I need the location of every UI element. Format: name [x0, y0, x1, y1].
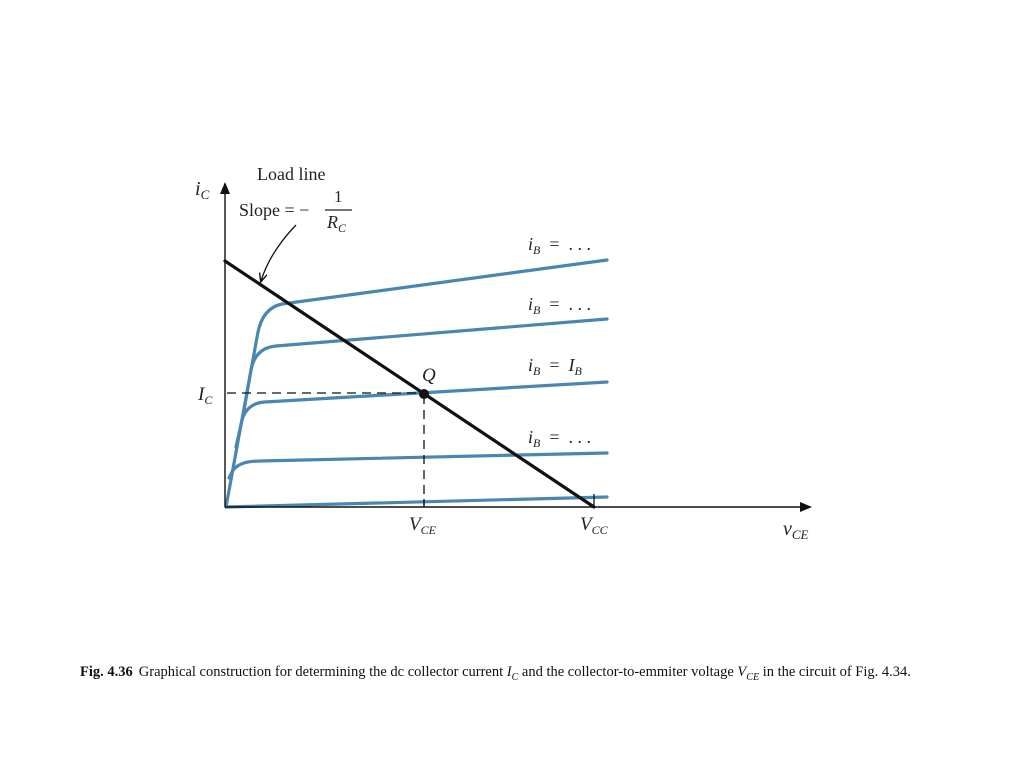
caption-ic: $I_C$ [506, 664, 519, 683]
curve-label-4: $i_B$ = . . . [528, 427, 592, 450]
load-line [225, 261, 594, 507]
caption-text-2: and the collector-to-emmiter voltage [518, 664, 738, 680]
curve-label-3: $i_B = I_B$ [528, 355, 582, 378]
slope-numerator: 1 [334, 187, 343, 206]
slope-denominator: $R_C$ [327, 212, 347, 235]
load-line-label: Load line [257, 164, 326, 184]
q-point-label: Q [422, 365, 436, 386]
figure-caption [80, 663, 930, 687]
ic-label: $I_C$ [198, 384, 213, 407]
slope-prefix: Slope = − [239, 200, 310, 220]
caption-text-1: Graphical construction for determining the dc collector current [138, 664, 507, 680]
caption-text-3: in the circuit of Fig. 4.34. [759, 664, 911, 680]
vce-label: $V_{CE}$ [409, 514, 436, 537]
ib-curve-4 [229, 453, 607, 478]
caption-label: Fig. 4.36 [80, 664, 133, 680]
ib-curve-5 [226, 497, 607, 507]
curve-label-1: $i_B$ = . . . [528, 234, 592, 257]
vcc-label: $V_{CC}$ [580, 514, 608, 537]
caption-vce: $V_{CE}$ [737, 664, 760, 683]
y-axis-label: $i_C$ [195, 178, 210, 202]
x-axis-label: $v_{CE}$ [783, 518, 809, 542]
q-point-guides [227, 393, 424, 507]
curve-label-2: $i_B$ = . . . [528, 294, 592, 317]
q-point-dot [419, 389, 429, 399]
annotation-arrow [261, 225, 296, 281]
